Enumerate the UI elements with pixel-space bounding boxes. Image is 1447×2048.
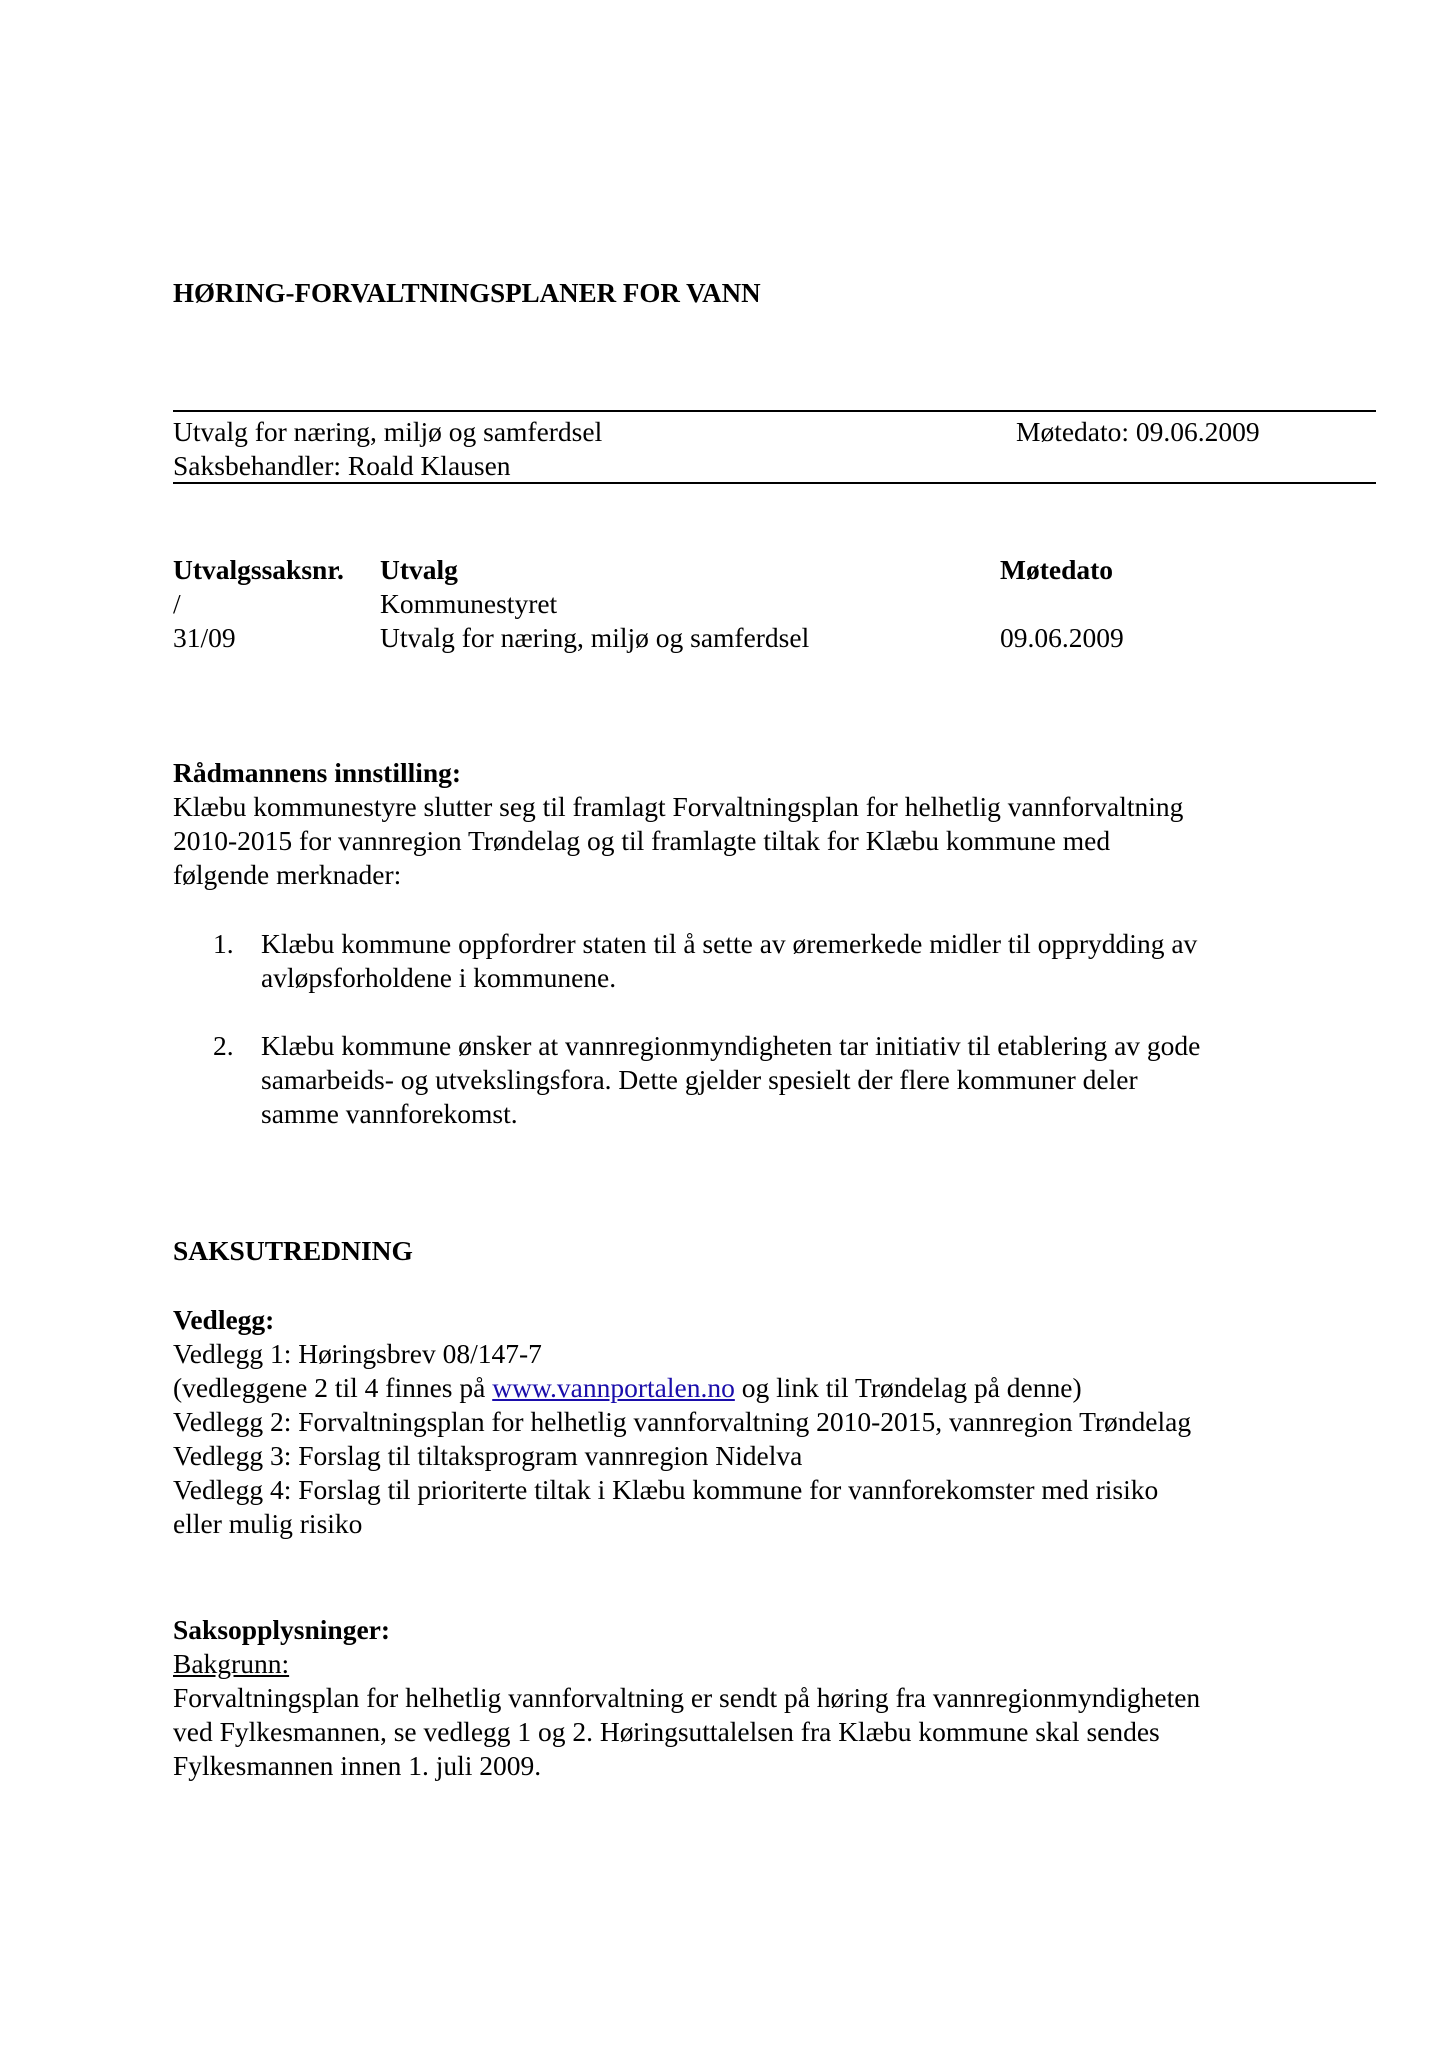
vedlegg-note-text: (vedleggene 2 til 4 finnes på xyxy=(173,1372,493,1403)
bakgrunn-paragraph xyxy=(173,1681,1323,1783)
saksopplysninger-heading: Saksopplysninger: xyxy=(173,1614,391,1645)
table-header-utvalg: Utvalg xyxy=(380,554,458,585)
vedlegg-heading: Vedlegg: xyxy=(173,1304,275,1335)
innstilling-heading: Rådmannens innstilling: xyxy=(173,757,462,788)
innstilling-paragraph xyxy=(173,790,1323,892)
table-cell: Utvalg for næring, miljø og samferdsel xyxy=(380,622,810,653)
meta-saksbehandler: Saksbehandler: Roald Klausen xyxy=(173,450,511,481)
list-line: Klæbu kommune oppfordrer staten til å sette av øremerkede midler til opprydding av xyxy=(261,928,1198,959)
vedlegg-note xyxy=(173,1371,1323,1405)
table-cell: 31/09 xyxy=(173,622,236,653)
table-cell: Kommunestyret xyxy=(380,588,558,619)
list-line: avløpsforholdene i kommunene. xyxy=(261,962,617,993)
paragraph-line: Fylkesmannen innen 1. juli 2009. xyxy=(173,1750,542,1781)
list-text xyxy=(261,927,1281,995)
meta-motedato: Møtedato: 09.06.2009 xyxy=(1016,416,1260,447)
vannportalen-link[interactable]: www.vannportalen.no xyxy=(492,1372,735,1403)
vedlegg-list xyxy=(173,1337,1323,1541)
top-rule xyxy=(173,410,1376,412)
list-number: 1. xyxy=(213,928,234,959)
list-line: samarbeids- og utvekslingsfora. Dette gjelder spesielt der flere kommuner deler xyxy=(261,1064,1138,1095)
list-text xyxy=(261,1029,1281,1131)
list-line: Klæbu kommune ønsker at vannregionmyndigheten tar initiativ til etablering av gode xyxy=(261,1030,1201,1061)
vedlegg-line: Vedlegg 3: Forslag til tiltaksprogram vannregion Nidelva xyxy=(173,1440,803,1471)
table-cell: 09.06.2009 xyxy=(1000,622,1124,653)
vedlegg-line: Vedlegg 1: Høringsbrev 08/147-7 xyxy=(173,1338,542,1369)
vedlegg-line: eller mulig risiko xyxy=(173,1508,363,1539)
table-header-motedato: Møtedato xyxy=(1000,554,1114,585)
list-number: 2. xyxy=(213,1030,234,1061)
document-title: HØRING-FORVALTNINGSPLANER FOR VANN xyxy=(173,278,761,308)
vedlegg-note-text: og link til Trøndelag på denne) xyxy=(734,1372,1082,1403)
paragraph-line: ved Fylkesmannen, se vedlegg 1 og 2. Høringsuttalelsen fra Klæbu kommune skal sendes xyxy=(173,1716,1160,1747)
paragraph-line: 2010-2015 for vannregion Trøndelag og til framlagte tiltak for Klæbu kommune med xyxy=(173,825,1111,856)
paragraph-line: Forvaltningsplan for helhetlig vannforvaltning er sendt på høring fra vannregionmyndigheten xyxy=(173,1682,1201,1713)
vedlegg-line: Vedlegg 4: Forslag til prioriterte tiltak i Klæbu kommune for vannforekomster med risiko xyxy=(173,1474,1159,1505)
paragraph-line: følgende merknader: xyxy=(173,859,402,890)
meta-utvalg: Utvalg for næring, miljø og samferdsel xyxy=(173,416,603,447)
paragraph-line: Klæbu kommunestyre slutter seg til framlagt Forvaltningsplan for helhetlig vannforvaltning xyxy=(173,791,1184,822)
saksutredning-heading: SAKSUTREDNING xyxy=(173,1235,413,1266)
vedlegg-line: Vedlegg 2: Forvaltningsplan for helhetlig vannforvaltning 2010-2015, vannregion Trøndelag xyxy=(173,1406,1192,1437)
bakgrunn-subheading: Bakgrunn: xyxy=(173,1648,290,1679)
table-cell: / xyxy=(173,588,181,619)
bottom-rule xyxy=(173,482,1376,484)
list-line: samme vannforekomst. xyxy=(261,1098,518,1129)
table-header-saksnr: Utvalgssaksnr. xyxy=(173,554,344,585)
